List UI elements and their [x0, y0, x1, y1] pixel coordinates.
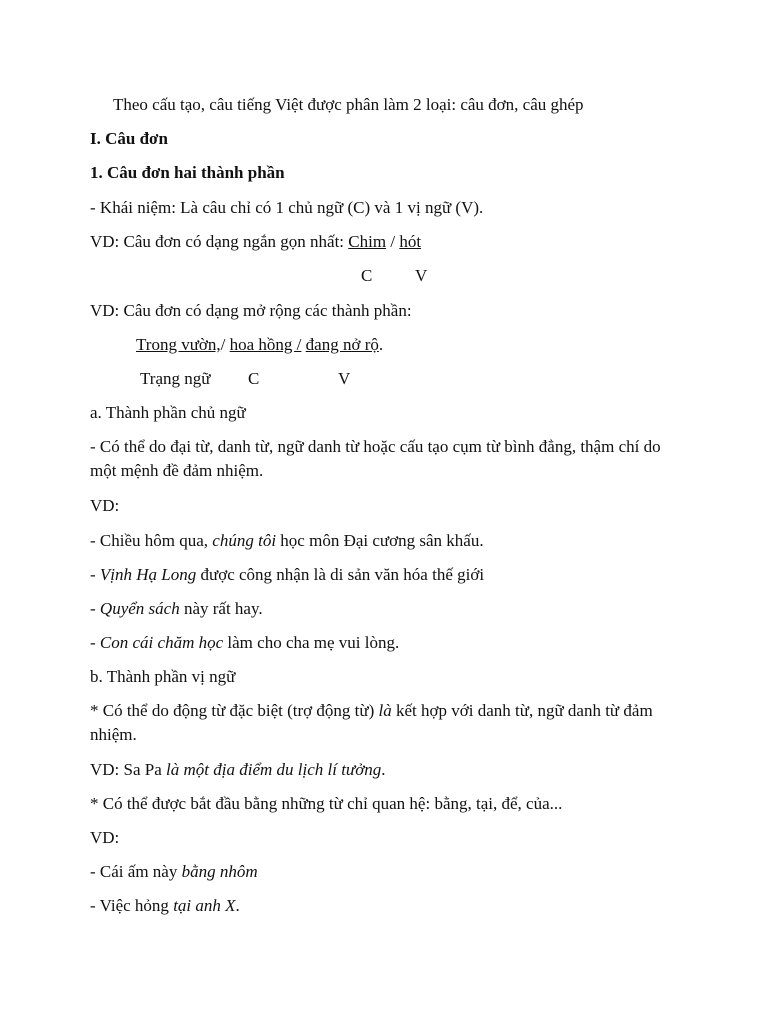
example-2-end: .	[378, 335, 384, 354]
text-run: VD: Sa Pa	[90, 760, 167, 779]
example-2-subject: hoa hồng /	[229, 335, 302, 354]
italic-run: là	[378, 701, 392, 720]
text-run: này rất hay.	[179, 599, 263, 618]
heading-section-1: I. Câu đơn	[90, 129, 168, 148]
example-1-subject: Chim	[348, 232, 387, 251]
example-1-prefix: VD: Câu đơn có dạng ngắn gọn nhất:	[90, 232, 349, 251]
italic-run: là một địa điểm du lịch lí tưởng	[166, 760, 382, 779]
text-run: .	[235, 896, 240, 915]
example-1-predicate: hót	[399, 232, 422, 251]
example-1-label-c: C	[361, 266, 373, 285]
section-a-title: a. Thành phần chủ ngữ	[90, 403, 246, 422]
example-2-label-c: C	[248, 369, 260, 388]
text-run: làm cho cha mẹ vui lòng.	[223, 633, 400, 652]
italic-run: bằng nhôm	[181, 862, 258, 881]
text-run: kết hợp với danh từ, ngữ danh từ đảm nhiệm.	[90, 701, 653, 744]
text-run: - Cái ấm này	[90, 862, 182, 881]
example-2-predicate: đang nở rộ	[305, 335, 379, 354]
text-run: -	[90, 565, 100, 584]
section-a-example-1	[90, 530, 484, 552]
example-1-separator: /	[386, 232, 400, 251]
italic-run: tại anh X	[173, 896, 236, 915]
text-run: .	[381, 760, 386, 779]
text-run: được công nhận là di sản văn hóa thế giới	[196, 565, 485, 584]
intro-paragraph: Theo cấu tạo, câu tiếng Việt được phân làm 2 loại: câu đơn, câu ghép	[113, 95, 584, 114]
example-2-intro: VD: Câu đơn có dạng mở rộng các thành phần:	[90, 301, 412, 320]
section-a-example-4	[90, 632, 399, 654]
example-2-adverbial: Trong vườn,	[136, 335, 221, 354]
text-run: * Có thể do động từ đặc biệt (trợ động từ)	[90, 701, 379, 720]
section-b-paragraph-2: * Có thể được bắt đầu bằng những từ chỉ quan hệ: bằng, tại, để, của...	[90, 794, 563, 813]
text-run: -	[90, 599, 100, 618]
text-run: học môn Đại cương sân khấu.	[276, 531, 484, 550]
example-1-label-v: V	[415, 266, 428, 285]
section-b-example-2	[90, 861, 258, 883]
section-b-title: b. Thành phần vị ngữ	[90, 667, 236, 686]
section-a-example-2	[90, 564, 484, 586]
section-a-description: - Có thể do đại từ, danh từ, ngữ danh từ hoặc cấu tạo cụm từ bình đẳng, thậm chí do một mệnh đề đảm nhiệm.	[90, 437, 661, 480]
italic-run: Quyển sách	[99, 599, 180, 618]
example-2-line	[136, 334, 383, 356]
section-a-example-3	[90, 598, 263, 620]
example-2-label-v: V	[338, 369, 351, 388]
italic-run: Con cái chăm học	[99, 633, 224, 652]
section-b-vd: VD:	[90, 828, 120, 847]
text-run: -	[90, 633, 100, 652]
example-2-label-adverbial: Trạng ngữ	[140, 369, 211, 388]
section-b-example-1	[90, 759, 386, 781]
section-b-example-3	[90, 895, 240, 917]
concept-line: - Khái niệm: Là câu chỉ có 1 chủ ngữ (C) và 1 vị ngữ (V).	[90, 198, 484, 217]
example-1-line	[90, 231, 421, 253]
section-a-vd: VD:	[90, 496, 120, 515]
italic-run: chúng tôi	[212, 531, 277, 550]
text-run: - Chiều hôm qua,	[90, 531, 213, 550]
italic-run: Vịnh Hạ Long	[99, 565, 197, 584]
heading-subsection-1: 1. Câu đơn hai thành phần	[90, 163, 285, 182]
text-run: - Việc hỏng	[90, 896, 174, 915]
section-b-paragraph-1	[90, 699, 680, 747]
example-2-sep1: /	[220, 335, 230, 354]
